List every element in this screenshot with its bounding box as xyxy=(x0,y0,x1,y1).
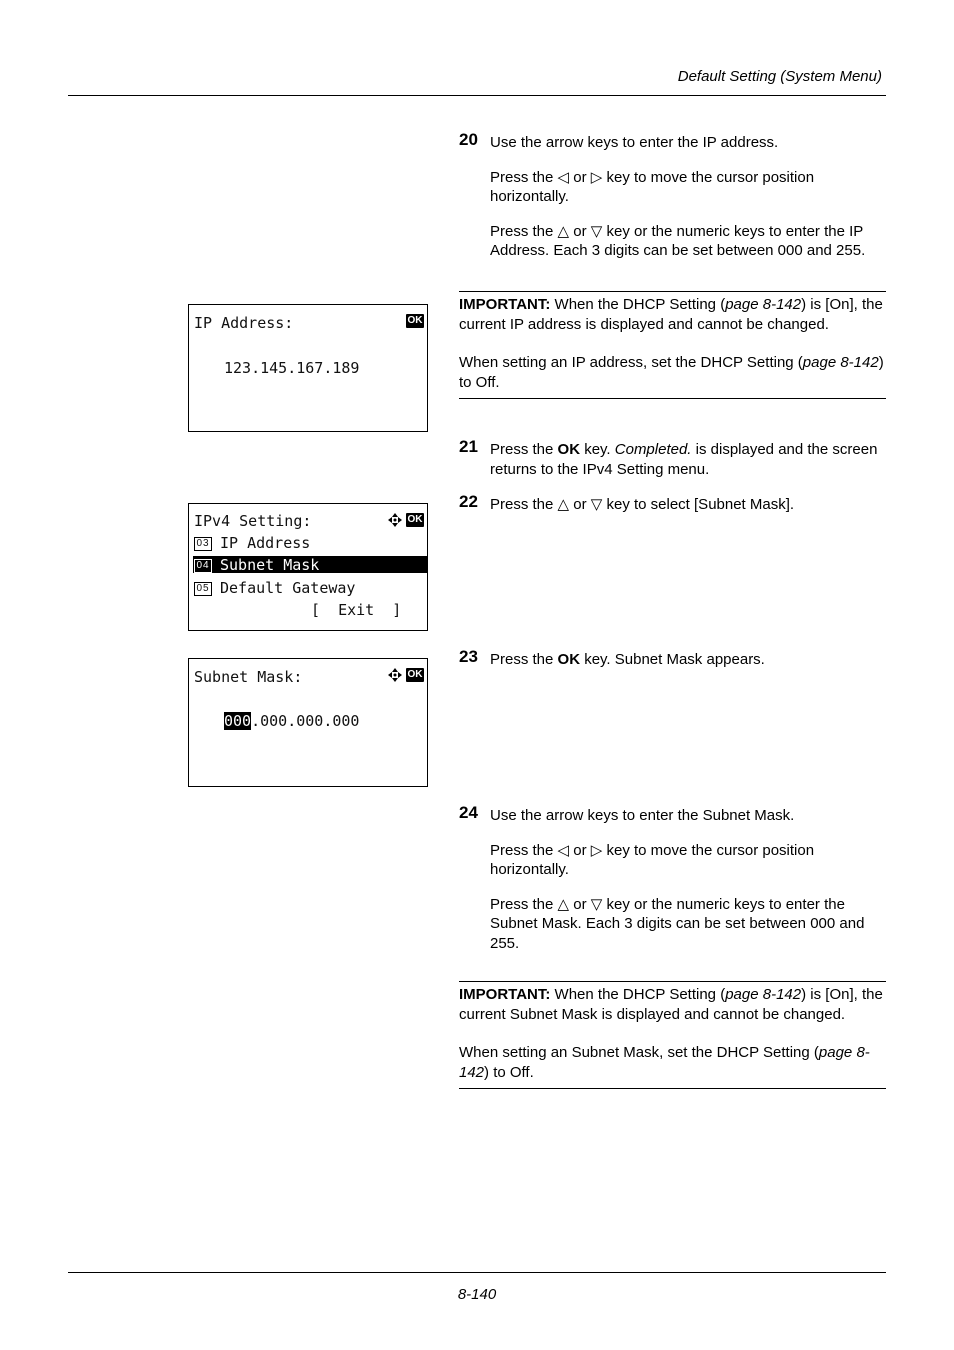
page-reference: page 8-142 xyxy=(459,1044,870,1081)
menu-item-subnet-mask xyxy=(194,556,319,574)
step-number: 22 xyxy=(459,492,478,511)
step-number: 20 xyxy=(459,130,478,149)
note-text: IMPORTANT: When the DHCP Setting (page 8-142) is [On], the current Subnet Mask is displayed and cannot be changed. xyxy=(459,986,883,1023)
down-arrow-key-icon: ▽ xyxy=(590,496,603,513)
step-24 xyxy=(459,803,887,953)
step-text: Press the △ or ▽ key or the numeric keys to enter the Subnet Mask. Each 3 digits can be set between 000 and 255. xyxy=(490,895,865,952)
step-text: Press the OK key. Completed. is displayed and the screen returns to the IPv4 Setting menu. xyxy=(490,441,878,478)
step-text: Press the OK key. Subnet Mask appears. xyxy=(490,651,765,668)
up-arrow-key-icon: △ xyxy=(557,222,570,240)
note-text: When setting an IP address, set the DHCP Setting (page 8-142) to Off. xyxy=(459,354,884,391)
important-note xyxy=(459,291,886,399)
step-22 xyxy=(459,492,887,515)
subnet-mask-value: 000.000.000.000 xyxy=(224,712,360,730)
cross-key-icon xyxy=(387,667,403,683)
menu-item-label: Subnet Mask xyxy=(220,556,320,574)
note-label: IMPORTANT: xyxy=(459,986,551,1003)
screen-title: IP Address: xyxy=(194,314,294,332)
step-20 xyxy=(459,130,887,261)
footer-rule xyxy=(68,1272,886,1273)
left-arrow-key-icon: ◁ xyxy=(557,168,570,186)
step-23 xyxy=(459,647,887,670)
screen-title: Subnet Mask: xyxy=(194,668,303,686)
important-note xyxy=(459,981,886,1089)
input-cursor: 000 xyxy=(224,712,252,730)
step-number: 24 xyxy=(459,803,478,822)
lcd-screen-subnet-mask xyxy=(188,658,428,787)
header-rule xyxy=(68,95,886,96)
up-arrow-key-icon: △ xyxy=(557,895,570,913)
screen-title: IPv4 Setting: xyxy=(194,512,312,530)
note-text: When setting an Subnet Mask, set the DHCP Setting (page 8-142) to Off. xyxy=(459,1044,870,1081)
menu-item-ip-address xyxy=(194,534,310,552)
step-number: 21 xyxy=(459,437,478,456)
page-reference: page 8-142 xyxy=(725,986,802,1003)
step-number: 23 xyxy=(459,647,478,666)
step-text: Press the ◁ or ▷ key to move the cursor position horizontally. xyxy=(490,841,815,878)
item-number-badge: 04 xyxy=(194,559,212,573)
ok-icon: OK xyxy=(407,669,423,680)
lcd-screen-ip-address xyxy=(188,304,428,432)
step-text: Press the △ or ▽ key to select [Subnet Mask]. xyxy=(490,496,795,513)
right-arrow-key-icon: ▷ xyxy=(590,841,603,859)
ok-icon: OK xyxy=(407,514,423,525)
exit-option: [ Exit ] xyxy=(311,601,402,619)
lcd-screen-ipv4-setting xyxy=(188,503,428,631)
page-reference: page 8-142 xyxy=(725,296,802,313)
menu-item-label: IP Address xyxy=(220,534,311,552)
up-arrow-key-icon: △ xyxy=(557,496,570,513)
step-text: Use the arrow keys to enter the IP address. xyxy=(490,134,779,151)
item-number-badge: 05 xyxy=(194,582,212,596)
step-text: Press the △ or ▽ key or the numeric keys to enter the IP Address. Each 3 digits can be set between 000 and 255. xyxy=(490,222,866,259)
right-arrow-key-icon: ▷ xyxy=(590,168,603,186)
header-title: Default Setting (System Menu) xyxy=(677,68,882,85)
page-reference: page 8-142 xyxy=(802,354,879,371)
down-arrow-key-icon: ▽ xyxy=(590,895,603,913)
step-21 xyxy=(459,437,887,479)
cross-key-icon xyxy=(387,512,403,528)
left-arrow-key-icon: ◁ xyxy=(557,841,570,859)
note-text: IMPORTANT: When the DHCP Setting (page 8-142) is [On], the current IP address is displayed and cannot be changed. xyxy=(459,296,883,333)
step-text: Use the arrow keys to enter the Subnet Mask. xyxy=(490,807,795,824)
ip-address-value: 123.145.167.189 xyxy=(224,359,360,377)
item-number-badge: 03 xyxy=(194,537,212,551)
down-arrow-key-icon: ▽ xyxy=(590,222,603,240)
menu-item-label: Default Gateway xyxy=(220,579,356,597)
ok-icon: OK xyxy=(407,315,423,326)
step-text: Press the ◁ or ▷ key to move the cursor position horizontally. xyxy=(490,168,815,205)
page-number: 8-140 xyxy=(457,1286,497,1303)
menu-item-default-gateway xyxy=(194,579,355,597)
note-label: IMPORTANT: xyxy=(459,296,551,313)
